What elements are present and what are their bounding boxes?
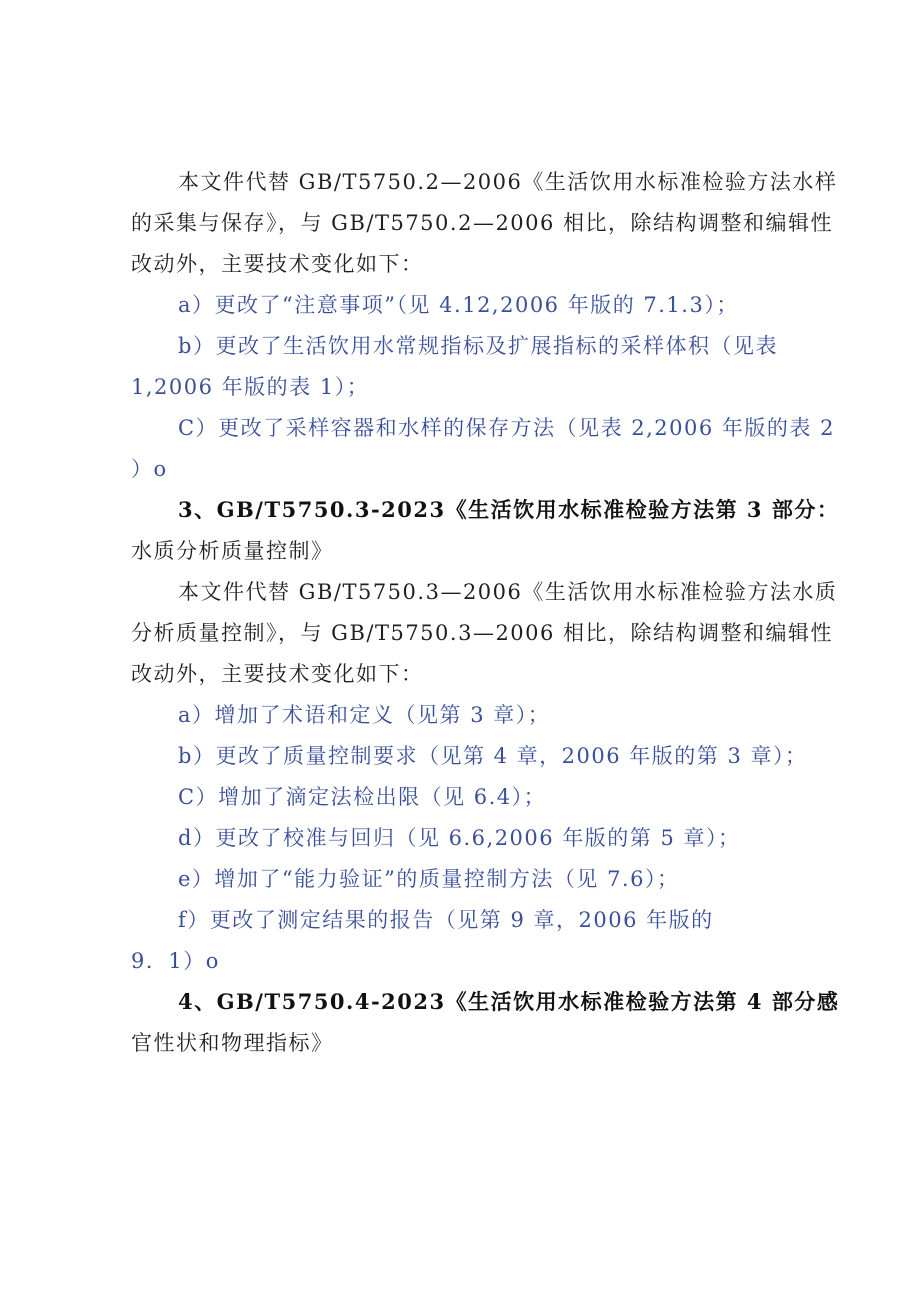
heading-3-line-2: 水质分析质量控制》	[131, 539, 334, 563]
list-1-item-c: C）更改了采样容器和水样的保存方法（见表 2,2006 年版的表 2	[178, 416, 835, 440]
list-2-item-a: a）增加了术语和定义（见第 3 章）；	[178, 703, 551, 727]
list-2-item-f: f）更改了测定结果的报告（见第 9 章，2006 年版的	[178, 908, 714, 932]
list-1-item-b: b）更改了生活饮用水常规指标及扩展指标的采样体积（见表	[178, 334, 778, 358]
paragraph-2-line-1: 本文件代替 GB/T5750.3—2006《生活饮用水标准检验方法水质	[178, 580, 838, 604]
list-2-item-e: e）增加了“能力验证”的质量控制方法（见 7.6）；	[178, 867, 680, 891]
heading-4-line-1: 4、GB/T5750.4-2023《生活饮用水标准检验方法第 4 部分感	[178, 989, 840, 1014]
list-2-item-c: C）增加了滴定法检出限（见 6.4）；	[178, 785, 547, 809]
list-1-item-b-cont: 1,2006 年版的表 1）；	[131, 375, 370, 399]
list-1-item-a: a）更改了“注意事项”（见 4.12,2006 年版的 7.1.3）；	[178, 293, 739, 317]
list-1-item-c-cont: ）o	[131, 457, 168, 481]
paragraph-1-line-1: 本文件代替 GB/T5750.2—2006《生活饮用水标准检验方法水样	[178, 170, 838, 194]
list-2-item-b: b）更改了质量控制要求（见第 4 章，2006 年版的第 3 章）；	[178, 744, 808, 768]
heading-4-line-2: 官性状和物理指标》	[131, 1031, 334, 1055]
paragraph-2-line-3: 改动外，主要技术变化如下：	[131, 662, 424, 686]
list-2-item-d: d）更改了校准与回归（见 6.6,2006 年版的第 5 章）；	[178, 826, 741, 850]
paragraph-1-line-3: 改动外，主要技术变化如下：	[131, 252, 424, 276]
list-2-item-f-cont: 9．1）o	[131, 949, 220, 973]
paragraph-2-line-2: 分析质量控制》，与 GB/T5750.3—2006 相比，除结构调整和编辑性	[131, 621, 834, 645]
heading-3-line-1: 3、GB/T5750.3-2023《生活饮用水标准检验方法第 3 部分：	[178, 497, 840, 522]
paragraph-1-line-2: 的采集与保存》，与 GB/T5750.2—2006 相比，除结构调整和编辑性	[131, 211, 834, 235]
